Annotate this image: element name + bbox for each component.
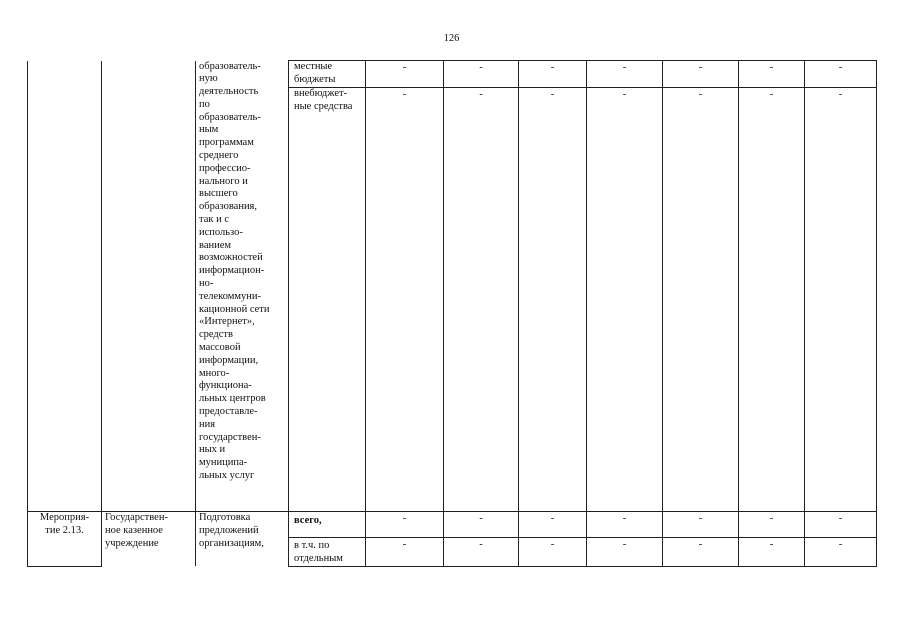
value-cell: -: [739, 538, 805, 567]
table-row: [28, 512, 877, 538]
value-cell: -: [519, 88, 587, 512]
page-number: 126: [443, 33, 460, 44]
description-cell: Подготовка предложений организациям,: [196, 512, 289, 567]
value-cell: -: [739, 88, 805, 512]
executor-cell: Государствен- ное казенное учреждение: [102, 512, 196, 567]
value-cell: -: [366, 88, 444, 512]
source-label-total: всего,: [289, 512, 366, 538]
value-cell: -: [739, 61, 805, 88]
value-cell: -: [444, 88, 519, 512]
value-cell: -: [805, 538, 877, 567]
value-cell: -: [444, 512, 519, 538]
event-cell: Мероприя- тие 2.13.: [28, 512, 102, 567]
value-cell: -: [587, 538, 663, 567]
event-cell-empty: [28, 61, 102, 512]
value-cell: -: [519, 512, 587, 538]
value-cell: -: [663, 88, 739, 512]
source-label: в т.ч. по отдельным: [289, 538, 366, 567]
source-label: внебюджет- ные средства: [289, 88, 366, 512]
value-cell: -: [587, 512, 663, 538]
value-cell: -: [444, 538, 519, 567]
value-cell: -: [663, 61, 739, 88]
description-cell: образователь- ную деятельность по образователь- ным программам среднего профессио- нального и высшего образования, так и с использо- ванием возможностей информацион- но- телекоммуни- кационной сети «Интернет», средств массовой информации, много- функциона- льных центров предоставле- ния государствен- ных и муниципа- льных услуг: [196, 61, 289, 512]
value-cell: -: [663, 538, 739, 567]
value-cell: -: [519, 538, 587, 567]
value-cell: -: [366, 512, 444, 538]
source-label: местные бюджеты: [289, 61, 366, 88]
value-cell: -: [587, 61, 663, 88]
value-cell: -: [805, 512, 877, 538]
table-row: [28, 61, 877, 88]
value-cell: -: [444, 61, 519, 88]
value-cell: -: [366, 61, 444, 88]
value-cell: -: [519, 61, 587, 88]
executor-cell-empty: [102, 61, 196, 512]
value-cell: -: [739, 512, 805, 538]
value-cell: -: [805, 61, 877, 88]
budget-table: [27, 60, 877, 567]
value-cell: -: [805, 88, 877, 512]
value-cell: -: [663, 512, 739, 538]
value-cell: -: [366, 538, 444, 567]
value-cell: -: [587, 88, 663, 512]
